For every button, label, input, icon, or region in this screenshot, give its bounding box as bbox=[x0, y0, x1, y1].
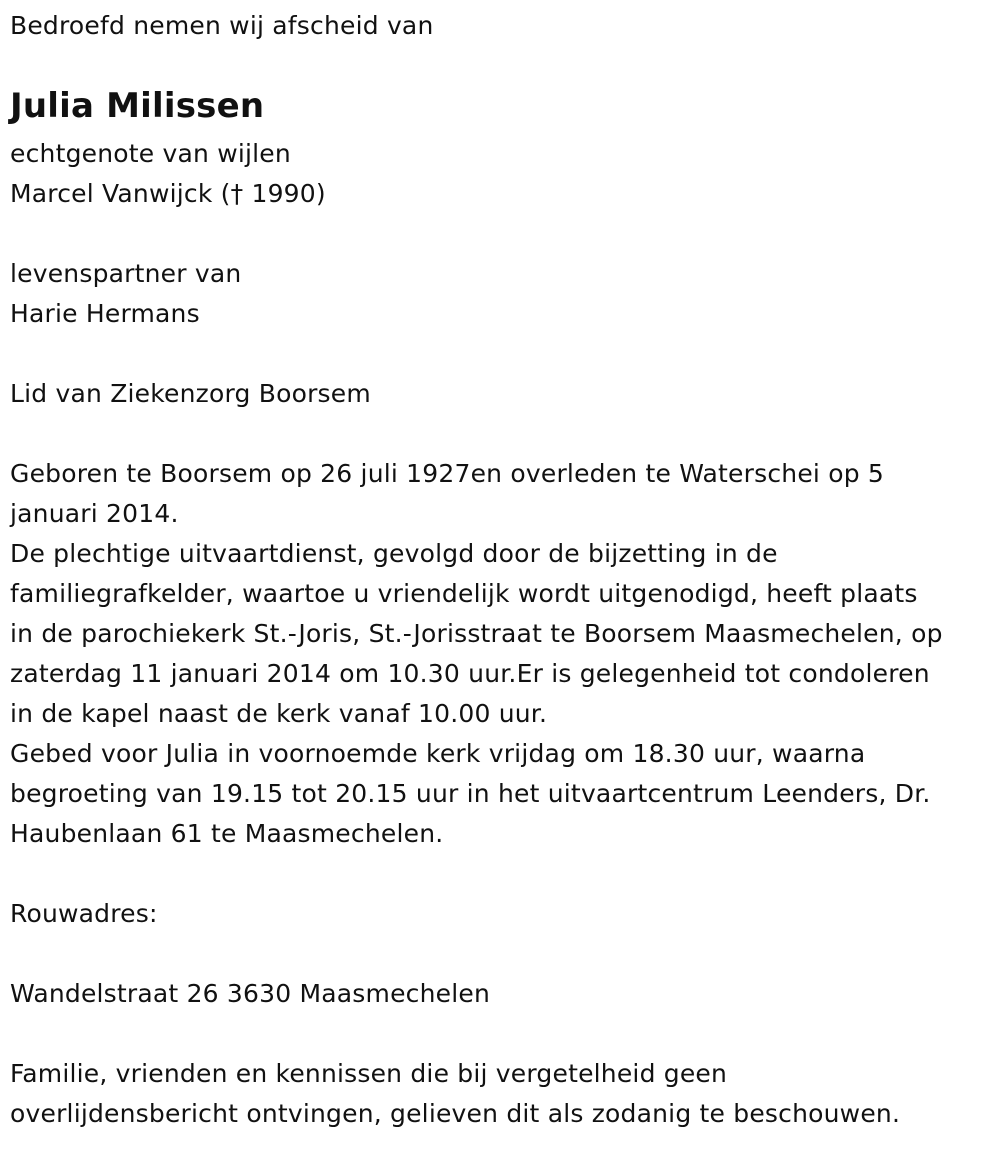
partner-block bbox=[10, 254, 241, 334]
partner-relation: levenspartner van bbox=[10, 259, 242, 288]
membership-text: Lid van Ziekenzorg Boorsem bbox=[10, 379, 371, 408]
detail-line: Geboren te Boorsem op 26 juli 1927en overleden te Waterschei op 5 bbox=[10, 459, 885, 488]
detail-line: januari 2014. bbox=[10, 499, 179, 528]
partner-name: Harie Hermans bbox=[10, 299, 200, 328]
spouse-relation: echtgenote van wijlen bbox=[10, 139, 291, 168]
funeral-details bbox=[10, 454, 943, 854]
detail-line: zaterdag 11 januari 2014 om 10.30 uur.Er is gelegenheid tot condoleren bbox=[10, 659, 930, 688]
family-note-block bbox=[10, 1054, 900, 1134]
address-block bbox=[10, 974, 490, 1014]
detail-line: in de parochiekerk St.-Joris, St.-Jorisstraat te Boorsem Maasmechelen, op bbox=[10, 619, 943, 648]
family-note-line: Familie, vrienden en kennissen die bij vergetelheid geen bbox=[10, 1059, 728, 1088]
intro-text: Bedroefd nemen wij afscheid van bbox=[10, 11, 434, 40]
address-label: Rouwadres: bbox=[10, 899, 158, 928]
detail-line: Haubenlaan 61 te Maasmechelen. bbox=[10, 819, 444, 848]
membership-block bbox=[10, 374, 371, 414]
detail-line: De plechtige uitvaartdienst, gevolgd door de bijzetting in de bbox=[10, 539, 778, 568]
detail-line: Gebed voor Julia in voornoemde kerk vrijdag om 18.30 uur, waarna bbox=[10, 739, 866, 768]
family-note-line: overlijdensbericht ontvingen, gelieven dit als zodanig te beschouwen. bbox=[10, 1099, 901, 1128]
detail-line: begroeting van 19.15 tot 20.15 uur in het uitvaartcentrum Leenders, Dr. bbox=[10, 779, 931, 808]
spouse-block bbox=[10, 134, 326, 214]
deceased-name: Julia Milissen bbox=[10, 86, 265, 126]
detail-line: in de kapel naast de kerk vanaf 10.00 uur. bbox=[10, 699, 548, 728]
address-label-block bbox=[10, 894, 158, 934]
detail-line: familiegrafkelder, waartoe u vriendelijk wordt uitgenodigd, heeft plaats bbox=[10, 579, 918, 608]
mourning-address: Wandelstraat 26 3630 Maasmechelen bbox=[10, 979, 491, 1008]
spouse-name: Marcel Vanwijck († 1990) bbox=[10, 179, 326, 208]
